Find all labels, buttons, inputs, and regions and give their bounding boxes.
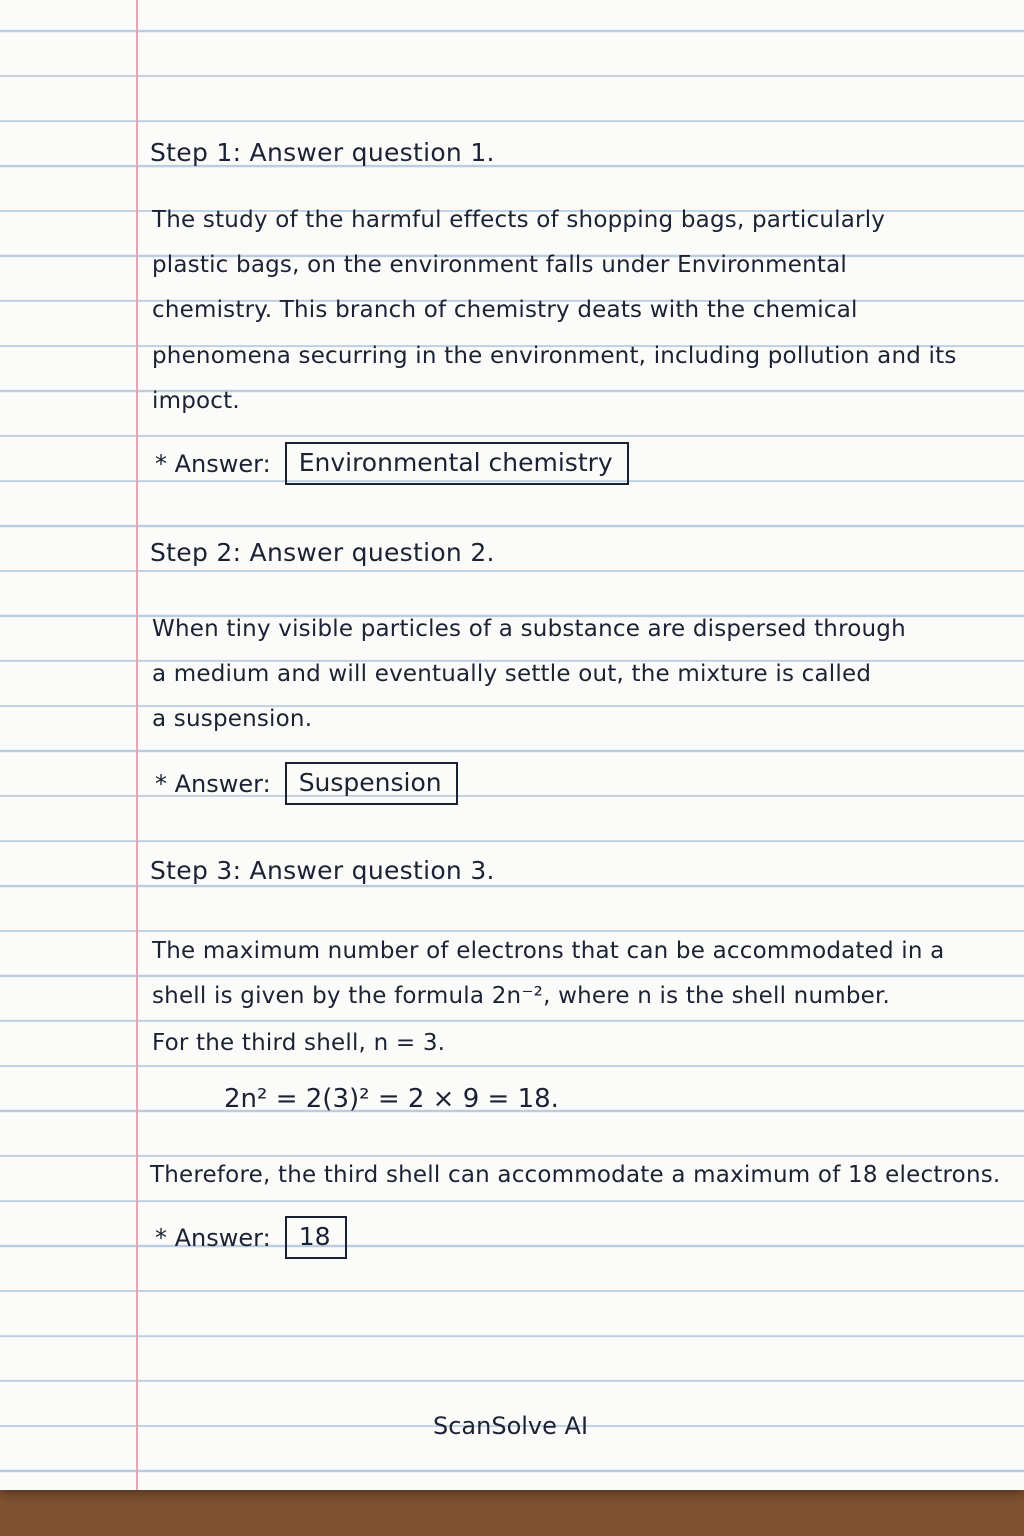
step-1-answer-label: * Answer:	[155, 449, 271, 478]
step-2-answer-box: Suspension	[285, 762, 458, 805]
step-1-answer-box: Environmental chemistry	[285, 442, 629, 485]
step-3-answer-label: * Answer:	[155, 1223, 271, 1252]
margin-line	[136, 0, 138, 1490]
step-1-line-1: The study of the harmful effects of shopping bags, particularly	[152, 207, 886, 233]
step-2-answer-label: * Answer:	[155, 769, 271, 798]
step-2-line-3: a suspension.	[152, 706, 313, 732]
step-1-line-5: impoct.	[152, 388, 240, 414]
step-2-answer-row	[155, 762, 458, 805]
step-3-line-1: The maximum number of electrons that can be accommodated in a	[152, 938, 945, 964]
step-1-line-2: plastic bags, on the environment falls under Environmental	[152, 252, 848, 278]
step-1-heading: Step 1: Answer question 1.	[150, 138, 495, 167]
step-3-answer-row	[155, 1216, 347, 1259]
step-3-heading: Step 3: Answer question 3.	[150, 856, 495, 885]
step-3-formula: 2n² = 2(3)² = 2 × 9 = 18.	[224, 1084, 559, 1114]
step-3-answer-box: 18	[285, 1216, 347, 1259]
step-3-conclusion: Therefore, the third shell can accommodate a maximum of 18 electrons.	[150, 1162, 1001, 1188]
step-1-answer-row	[155, 442, 629, 485]
step-2-heading: Step 2: Answer question 2.	[150, 538, 495, 567]
step-3-line-3: For the third shell, n = 3.	[152, 1030, 446, 1056]
step-3-line-2: shell is given by the formula 2n⁻², where n is the shell number.	[152, 983, 891, 1009]
step-2-line-1: When tiny visible particles of a substance are dispersed through	[152, 616, 906, 642]
footer-brand: ScanSolve AI	[433, 1412, 589, 1440]
step-1-line-4: phenomena securring in the environment, including pollution and its	[152, 343, 957, 369]
step-1-line-3: chemistry. This branch of chemistry deats with the chemical	[152, 297, 858, 323]
step-2-line-2: a medium and will eventually settle out, the mixture is called	[152, 661, 872, 687]
